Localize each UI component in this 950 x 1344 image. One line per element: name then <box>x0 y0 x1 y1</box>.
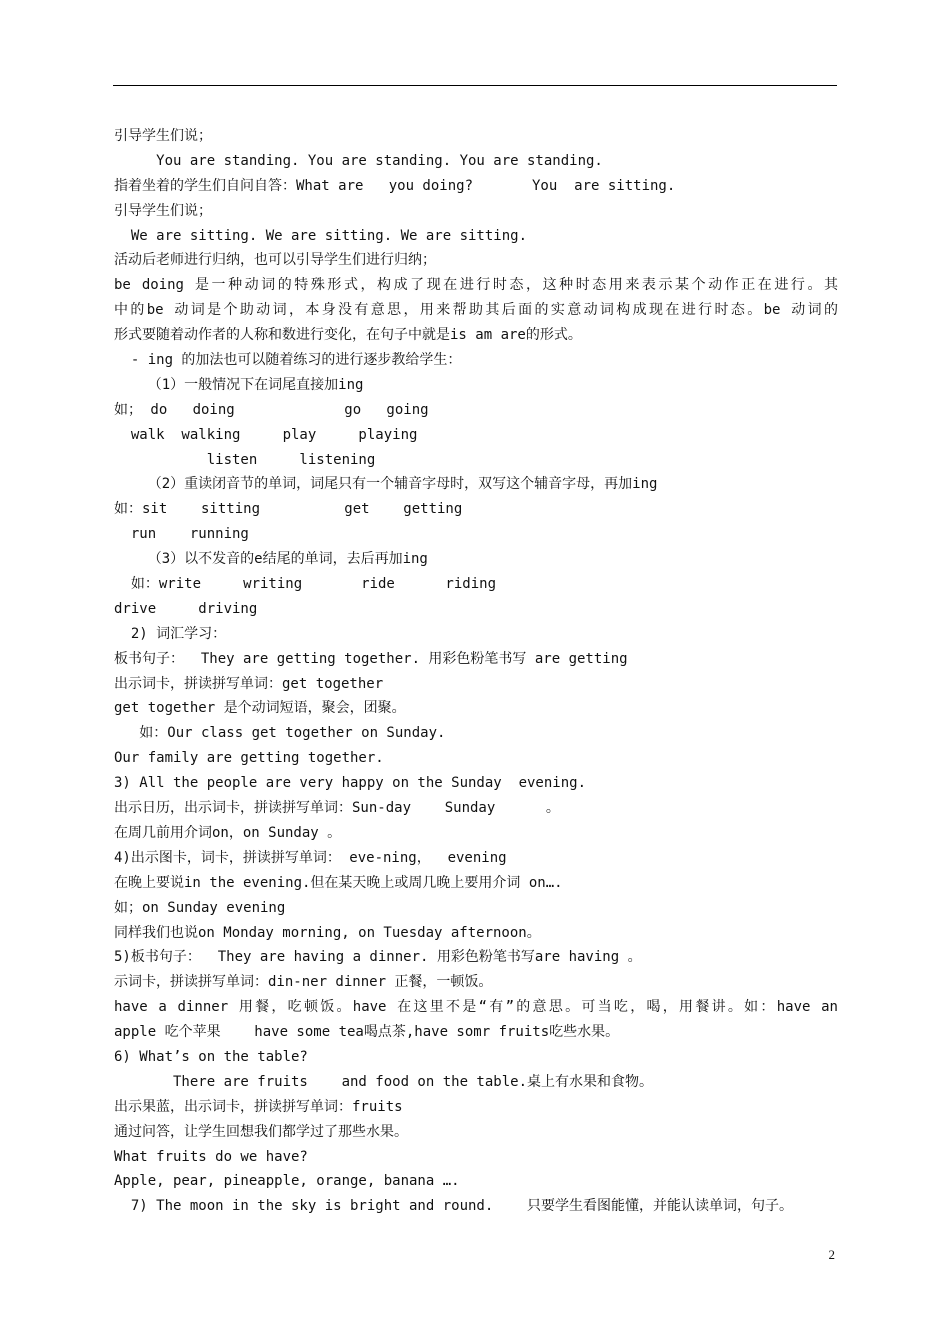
text-line: （1）一般情况下在词尾直接加ing <box>114 376 364 393</box>
text-line: 2) 词汇学习： <box>114 625 227 642</box>
text-line: 在晚上要说in the evening.但在某天晚上或周几晚上要用介词 on…. <box>114 874 563 891</box>
text-line: 7) The moon in the sky is bright and round. 只要学生看图能懂，并能认读单词，句子。 <box>114 1198 794 1215</box>
text-line: 如：Our class get together on Sunday. <box>114 725 446 742</box>
text-line: 通过问答，让学生回想我们都学过了那些水果。 <box>114 1123 408 1140</box>
text-line: 形式要随着动作者的人称和数进行变化，在句子中就是is am are的形式。 <box>114 327 582 344</box>
text-line: There are fruits and food on the table.桌上有水果和食物。 <box>114 1073 654 1090</box>
text-line: 5)板书句子： They are having a dinner. 用彩色粉笔书写are having 。 <box>114 949 642 966</box>
text-line: be doing 是一种动词的特殊形式，构成了现在进行时态，这种时态用来表示某个动作正在进行。其 <box>114 277 838 294</box>
text-line: 在周几前用介词on，on Sunday 。 <box>114 824 342 841</box>
text-line: 出示果蓝，出示词卡，拼读拼写单词：fruits <box>114 1098 403 1115</box>
text-line: have a dinner 用餐，吃顿饭。have 在这里不是“有”的意思。可当吃，喝，用餐讲。如：have an <box>114 999 838 1016</box>
text-line: 引导学生们说； <box>114 202 212 219</box>
text-line: 如：sit sitting get getting <box>114 501 463 518</box>
text-line: 如；on Sunday evening <box>114 899 286 916</box>
text-line: 引导学生们说； <box>114 128 212 144</box>
text-line: 4)出示图卡，词卡，拼读拼写单词： eve-ning， evening <box>114 849 507 866</box>
text-line: We are sitting. We are sitting. We are sitting. <box>114 227 528 244</box>
header-rule <box>113 85 837 86</box>
document-body <box>114 124 838 1219</box>
text-line: 出示日历，出示词卡，拼读拼写单词：Sun-day Sunday 。 <box>114 800 560 817</box>
text-line: 6) What’s on the table? <box>114 1048 308 1065</box>
text-line: 中的be 动词是个助动词，本身没有意思，用来帮助其后面的实意动词构成现在进行时态。be 动词的 <box>114 302 838 319</box>
text-line: drive driving <box>114 600 258 617</box>
text-line: （3）以不发音的e结尾的单词，去后再加ing <box>114 551 428 568</box>
text-line: 3) All the people are very happy on the Sunday evening. <box>114 775 587 792</box>
text-line: 如； do doing go going <box>114 401 429 418</box>
text-line: 示词卡，拼读拼写单词：din-ner dinner 正餐，一顿饭。 <box>114 974 493 991</box>
text-line: 同样我们也说on Monday morning, on Tuesday afternoon。 <box>114 924 541 941</box>
text-line: 活动后老师进行归纳，也可以引导学生们进行归纳； <box>114 252 436 269</box>
text-line: Apple, pear, pineapple, orange, banana …. <box>114 1173 460 1190</box>
text-line: 如：write writing ride riding <box>114 576 497 593</box>
page-number: 2 <box>828 1247 835 1262</box>
text-line: - ing 的加法也可以随着练习的进行逐步教给学生： <box>114 352 462 369</box>
text-line: （2）重读闭音节的单词，词尾只有一个辅音字母时，双写这个辅音字母，再加ing <box>114 476 658 493</box>
text-line: walk walking play playing <box>114 426 418 443</box>
text-line: 板书句子： They are getting together. 用彩色粉笔书写 are getting <box>114 650 628 667</box>
text-line: Our family are getting together. <box>114 750 384 767</box>
text-line: 指着坐着的学生们自问自答：What are you doing? You are sitting. <box>114 177 676 194</box>
text-line: 出示词卡，拼读拼写单词：get together <box>114 675 384 692</box>
text-line: apple 吃个苹果 have some tea喝点茶,have somr fruits吃些水果。 <box>114 1024 620 1041</box>
text-line: run running <box>114 526 249 543</box>
text-line: What fruits do we have? <box>114 1148 308 1165</box>
text-line: You are standing. You are standing. You are standing. <box>114 152 603 169</box>
text-line: listen listening <box>114 451 376 468</box>
text-line: get together 是个动词短语，聚会，团聚。 <box>114 700 406 717</box>
